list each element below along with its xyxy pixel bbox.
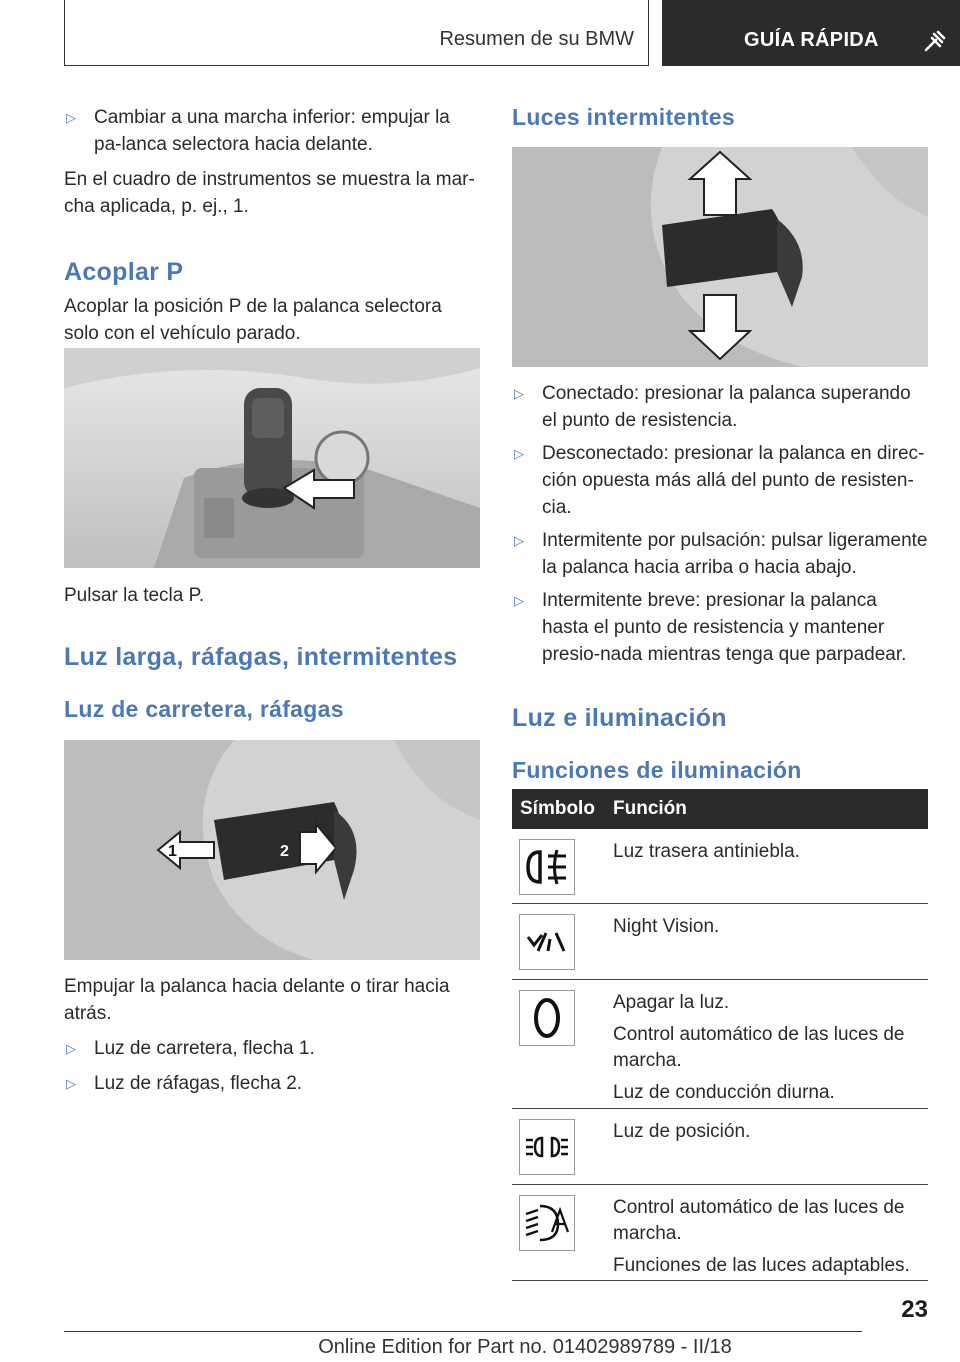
night-vision-icon: [519, 914, 575, 970]
highbeam-lever-image: [64, 740, 480, 960]
table-row: [512, 1109, 928, 1185]
lighting-functions-table: [512, 789, 928, 1281]
function-text: Funciones de las luces adaptables.: [613, 1255, 910, 1276]
left-column-top: [64, 104, 480, 347]
table-cell-function: [613, 1195, 923, 1285]
triangle-bullet-icon: ▷: [66, 110, 76, 125]
list-item: [512, 527, 928, 581]
lighting-functions-heading: Funciones de iluminación: [512, 757, 802, 783]
rear-fog-light-icon: [519, 839, 575, 895]
function-text: Control automático de las luces de marcha.: [613, 1197, 905, 1244]
list-item-text: Intermitente breve: presionar la palanca hasta el punto de resistencia y mantener presio-nada mientras tenga que parpadear.: [542, 590, 907, 665]
auto-headlight-icon: [519, 1195, 575, 1251]
table-header: [512, 789, 928, 829]
table-cell-function: [613, 914, 923, 946]
list-item: [64, 1070, 480, 1097]
left-column-mid: [64, 582, 480, 723]
list-item-text: Desconectado: presionar la palanca en direc-ción opuesta más allá del punto de resisten-cia.: [542, 443, 925, 518]
gear-selector-image: [64, 348, 480, 568]
park-text: Acoplar la posición P de la palanca selectora solo con el vehículo parado.: [64, 296, 442, 344]
turn-signal-heading: Luces intermitentes: [512, 104, 735, 130]
header-chapter-box: [662, 0, 960, 66]
park-heading: Acoplar P: [64, 258, 184, 286]
triangle-bullet-icon: ▷: [514, 593, 524, 608]
list-item-text: Intermitente por pulsación: pulsar ligeramente la palanca hacia arriba o hacia abajo.: [542, 530, 928, 578]
highbeam-heading: Luz de carretera, ráfagas: [64, 696, 344, 722]
right-column-bullets: [512, 380, 928, 784]
table-cell-function: [613, 990, 923, 1112]
right-column-top: [512, 104, 928, 131]
function-text: Luz de conducción diurna.: [613, 1082, 835, 1103]
column-header-symbol: Símbolo: [520, 798, 595, 819]
table-cell-function: [613, 1119, 923, 1151]
list-item: [512, 440, 928, 521]
table-row: [512, 980, 928, 1109]
function-text: Control automático de las luces de marcha.: [613, 1024, 905, 1071]
footer-divider: [64, 1331, 862, 1332]
list-item: [64, 104, 480, 158]
list-item: [512, 380, 928, 434]
footer-edition: Online Edition for Part no. 01402989789 - II/18: [318, 1336, 732, 1358]
parking-lights-icon: [519, 1119, 575, 1175]
gear-display-text: En el cuadro de instrumentos se muestra la mar-cha aplicada, p. ej., 1.: [64, 169, 475, 217]
list-item: [64, 1035, 480, 1062]
arrow-1-label: 1: [168, 843, 177, 860]
function-text: Night Vision.: [613, 916, 720, 937]
triangle-bullet-icon: ▷: [514, 386, 524, 401]
left-column-bottom: [64, 973, 480, 1097]
turn-signal-lever-image: [512, 147, 928, 367]
table-row: [512, 904, 928, 980]
arrow-2-label: 2: [280, 843, 289, 860]
header-section-box: [64, 0, 649, 66]
page-number: 23: [901, 1296, 928, 1323]
list-item-text: Luz de carretera, flecha 1.: [94, 1038, 315, 1059]
table-row: [512, 829, 928, 904]
triangle-bullet-icon: ▷: [514, 533, 524, 548]
zero-lights-off-icon: [519, 990, 575, 1046]
list-item-text: Conectado: presionar la palanca superando el punto de resistencia.: [542, 383, 911, 431]
lighting-heading: Luz e iluminación: [512, 704, 727, 732]
list-item-text: Cambiar a una marcha inferior: empujar la pa-lanca selectora hacia delante.: [94, 107, 450, 155]
park-caption: Pulsar la tecla P.: [64, 585, 205, 606]
header-chapter-title: GUÍA RÁPIDA: [744, 29, 879, 51]
function-text: Luz trasera antiniebla.: [613, 841, 800, 862]
list-item-text: Luz de ráfagas, flecha 2.: [94, 1073, 303, 1094]
triangle-bullet-icon: ▷: [66, 1076, 76, 1091]
header-section-title: Resumen de su BMW: [439, 28, 634, 50]
column-header-function: Función: [613, 798, 687, 819]
list-item: [512, 587, 928, 668]
function-text: Apagar la luz.: [613, 992, 730, 1013]
table-row: [512, 1185, 928, 1281]
lever-text: Empujar la palanca hacia delante o tirar hacia atrás.: [64, 976, 450, 1024]
triangle-bullet-icon: ▷: [66, 1041, 76, 1056]
table-cell-function: [613, 839, 923, 871]
triangle-bullet-icon: ▷: [514, 446, 524, 461]
beam-heading: Luz larga, ráfagas, intermitentes: [64, 643, 458, 671]
function-text: Luz de posición.: [613, 1121, 751, 1142]
quick-guide-icon: [922, 30, 948, 54]
